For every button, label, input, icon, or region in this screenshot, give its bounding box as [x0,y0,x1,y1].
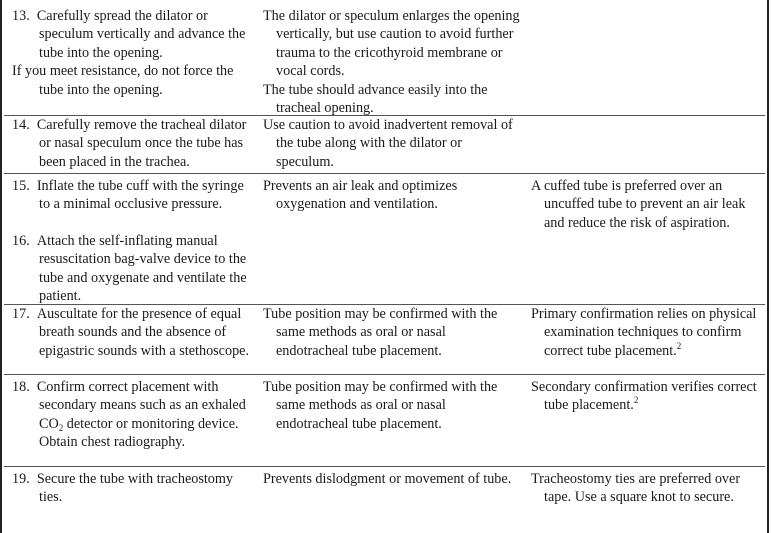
step-17-rationale: Tube position may be confirmed with the same methods as oral or nasal endotracheal tube placement. [263,306,498,359]
step-15-comment: A cuffed tube is preferred over an uncuffed tube to prevent an air leak and reduce the risk of aspiration. [531,178,746,231]
step-15-rationale: Prevents an air leak and optimizes oxygenation and ventilation. [263,178,458,213]
step-19-action: 19. Secure the tube with tracheostomy ties. [12,471,234,506]
row-divider [4,466,765,467]
step-13-note: If you meet resistance, do not force the tube into the opening. [12,63,234,98]
step-18-action: 18. Confirm correct placement with secondary means such as an exhaled $CO_2$ detector or monitoring device. Obtain chest radiography. [12,379,246,451]
step-13-action: 13. Carefully spread the dilator or speculum vertically and advance the tube into the opening. If you meet resistance, do not force the tube into the opening. [12,7,252,99]
step-17-comment: Primary confirmation relies on physical examination techniques to confirm correct tube placement.$^2$ [531,306,757,359]
step-14-rationale: Use caution to avoid inadvertent removal of the tube along with the dilator or speculum. [263,117,513,170]
step-18-comment: Secondary confirmation verifies correct tube placement.$^2$ [531,379,757,414]
step-18-rationale: Tube position may be confirmed with the same methods as oral or nasal endotracheal tube placement. [263,379,498,432]
row-divider [4,173,765,174]
row-divider [4,374,765,375]
step-13-rationale: The dilator or speculum enlarges the opening vertically, but use caution to avoid further trauma to the cricothyroid membrane or vocal cords. The tube should advance easily into the tracheal opening. [263,8,520,117]
step-15-action: 15. Inflate the tube cuff with the syringe to a minimal occlusive pressure. [12,178,244,213]
step-14-action: 14. Carefully remove the tracheal dilator or nasal speculum once the tube has been placed in the trachea. [12,117,247,170]
step-13-rationale-2: The tube should advance easily into the tracheal opening. [263,81,488,117]
step-19-comment: Tracheostomy ties are preferred over tape. Use a square knot to secure. [531,471,741,506]
step-16-action: 16. Attach the self-inflating manual resuscitation bag-valve device to the tube and oxygenate and ventilate the patient. [12,233,247,305]
step-17-action: 17. Auscultate for the presence of equal breath sounds and the absence of epigastric sounds with a stethoscope. [12,306,250,359]
step-19-rationale: Prevents dislodgment or movement of tube. [263,471,512,487]
